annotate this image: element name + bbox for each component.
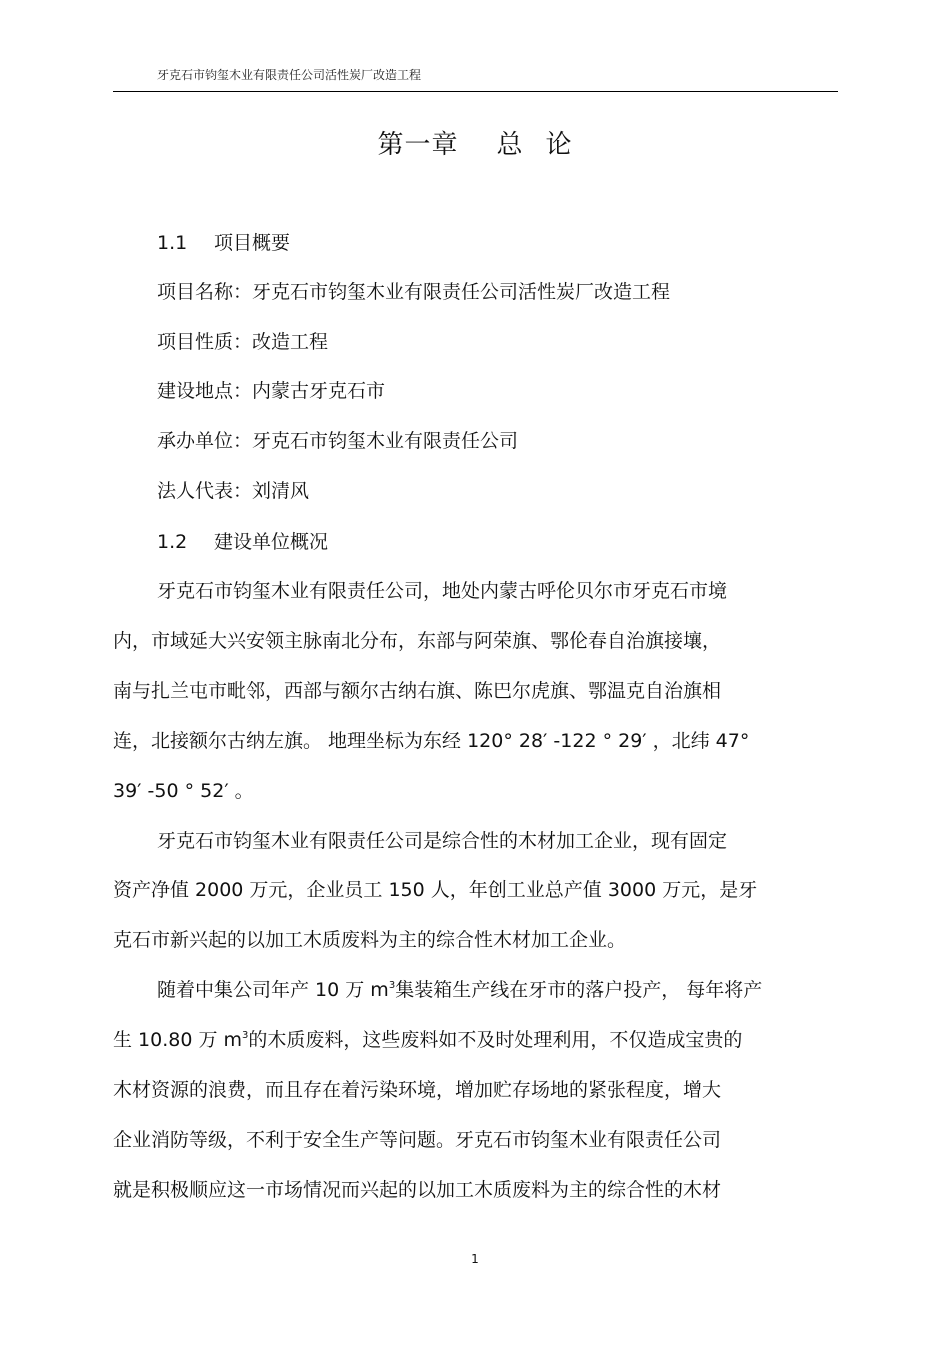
section-heading-1-1 — [157, 229, 290, 257]
section-number: 1.2 — [157, 531, 188, 553]
field-label: 法人代表： — [157, 480, 253, 502]
paragraph-line: 南与扎兰屯市毗邻，西部与额尔古纳右旗、陈巴尔虎旗、鄂温克自治旗相 — [113, 680, 722, 702]
chapter-title — [0, 124, 950, 160]
field-organizer — [157, 427, 518, 455]
section-heading-1-2 — [157, 528, 328, 556]
paragraph-line — [113, 1026, 742, 1054]
field-project-name — [157, 278, 670, 306]
field-value: 刘清风 — [252, 480, 310, 502]
paragraph-line: 企业消防等级，不利于安全生产等问题。牙克石市钧玺木业有限责任公司 — [113, 1129, 722, 1151]
header-rule — [113, 91, 838, 92]
paragraph-line: 木材资源的浪费，而且存在着污染环境，增加贮存场地的紧张程度，增大 — [113, 1079, 722, 1101]
chapter-number: 第一章 — [377, 130, 459, 160]
superscript: 3 — [242, 1030, 249, 1041]
text-run: 集装箱生产线在牙市的落户投产， 每年将产 — [395, 979, 763, 1001]
paragraph-line: 连，北接额尔古纳左旗。 地理坐标为东经 120° 28′ -122 ° 29′ ，北纬 47° — [113, 730, 750, 752]
superscript: 3 — [388, 980, 396, 991]
section-title: 项目概要 — [214, 232, 291, 254]
paragraph-line: 内，市域延大兴安领主脉南北分布，东部与阿荣旗、鄂伦春自治旗接壤， — [113, 630, 722, 652]
text-run: 生 10.80 万 m — [113, 1029, 243, 1051]
section-number: 1.1 — [157, 232, 188, 254]
paragraph-line: 克石市新兴起的以加工木质废料为主的综合性木材加工企业。 — [113, 929, 627, 951]
field-label: 建设地点： — [157, 380, 253, 402]
field-value: 牙克石市钧玺木业有限责任公司活性炭厂改造工程 — [252, 281, 671, 303]
chapter-title-char-1: 总 — [496, 130, 524, 160]
paragraph-line — [157, 976, 762, 1004]
running-header: 牙克石市钧玺木业有限责任公司活性炭厂改造工程 — [157, 68, 422, 82]
field-value: 内蒙古牙克石市 — [252, 380, 386, 402]
field-label: 项目名称： — [157, 281, 253, 303]
section-title: 建设单位概况 — [214, 531, 329, 553]
paragraph-line: 牙克石市钧玺木业有限责任公司，地处内蒙古呼伦贝尔市牙克石市境 — [157, 580, 728, 602]
field-project-nature — [157, 328, 328, 356]
paragraph-line: 就是积极顺应这一市场情况而兴起的以加工木质废料为主的综合性的木材 — [113, 1179, 722, 1201]
paragraph-line: 牙克石市钧玺木业有限责任公司是综合性的木材加工企业，现有固定 — [157, 830, 728, 852]
text-run: 的木质废料，这些废料如不及时处理利用，不仅造成宝贵的 — [248, 1029, 743, 1051]
paragraph-line: 资产净值 2000 万元，企业员工 150 人，年创工业总产值 3000 万元，是牙 — [113, 879, 758, 901]
field-label: 承办单位： — [157, 430, 253, 452]
chapter-title-char-2: 论 — [545, 130, 573, 160]
field-value: 牙克石市钧玺木业有限责任公司 — [252, 430, 519, 452]
paragraph-line: 39′ -50 ° 52′ 。 — [113, 780, 254, 802]
field-location — [157, 377, 385, 405]
text-run: 随着中集公司年产 10 万 m — [157, 979, 389, 1001]
field-label: 项目性质： — [157, 331, 253, 353]
field-legal-representative — [157, 477, 309, 505]
page-number: 1 — [471, 1252, 479, 1266]
field-value: 改造工程 — [252, 331, 329, 353]
